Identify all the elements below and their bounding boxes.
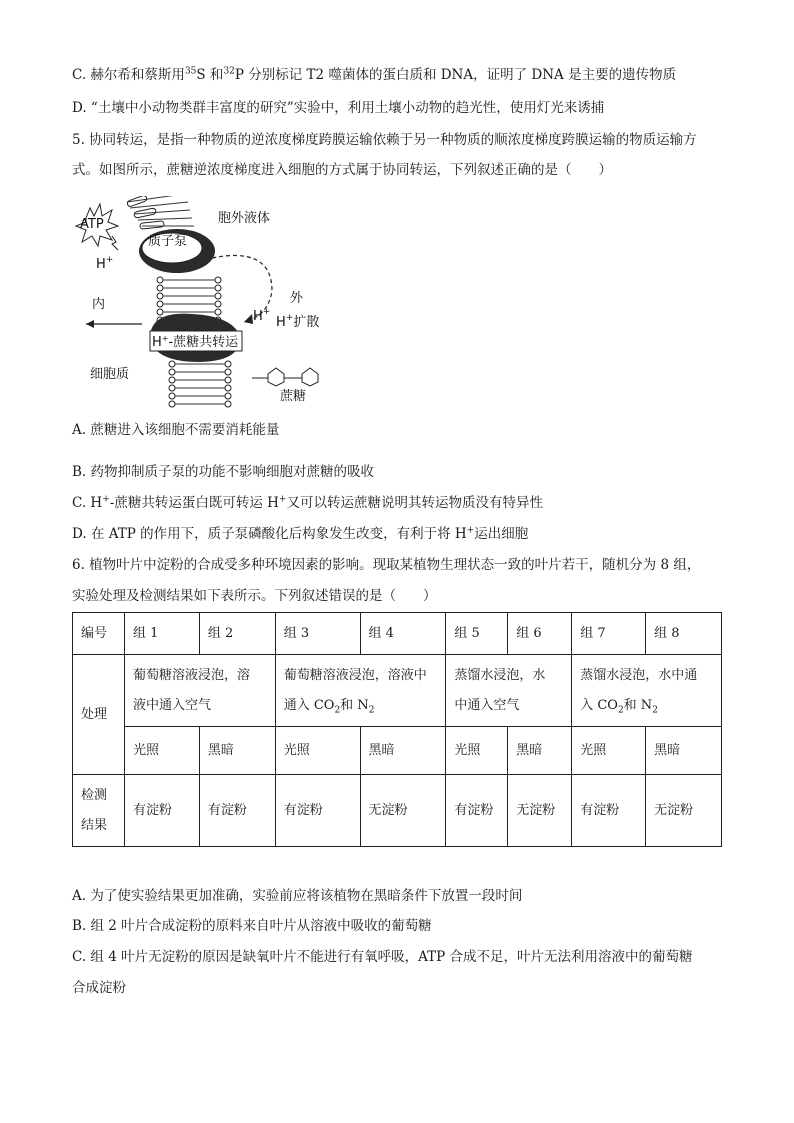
q5-option-c: C. H+-蔗糖共转运蛋白既可转运 H+又可以转运蔗糖说明其转运物质没有特异性 xyxy=(72,494,543,511)
header-cell: 组 1 xyxy=(124,613,199,655)
h-ion-mid-label: H+ xyxy=(253,307,271,324)
result-cell: 无淀粉 xyxy=(360,775,446,847)
atp-label: ATP xyxy=(80,217,104,232)
header-cell: 组 8 xyxy=(646,613,722,655)
treatment-label: 处理 xyxy=(73,655,125,775)
q6-stem-line-2: 实验处理及检测结果如下表所示。下列叙述错误的是（ ） xyxy=(72,588,437,604)
option-c-hershey-chase: C. 赫尔希和蔡斯用$^{35}$S 和$^{32}$P 分别标记 T2 噬菌体的蛋白质和 DNA，证明了 DNA 是主要的遗传物质 xyxy=(72,66,677,83)
solution-cell: 蒸馏水浸泡，水中通 入 $CO_2$和 $N_2$ xyxy=(572,655,722,727)
table-row-solution xyxy=(73,655,722,727)
outside-label: 外 xyxy=(290,291,304,306)
light-cell: 光照 xyxy=(275,727,360,775)
result-cell: 有淀粉 xyxy=(199,775,275,847)
header-cell: 组 3 xyxy=(275,613,360,655)
light-cell: 黑暗 xyxy=(360,727,446,775)
light-cell: 黑暗 xyxy=(199,727,275,775)
cytoplasm-label: 细胞质 xyxy=(90,367,130,382)
proton-pump-label: 质子泵 xyxy=(148,234,188,249)
q6-option-c-line-1: C. 组 4 叶片无淀粉的原因是缺氧叶片不能进行有氧呼吸，ATP 合成不足，叶片无法利用溶液中的葡萄糖 xyxy=(72,949,693,965)
q5-option-d: D. 在 ATP 的作用下，质子泵磷酸化后构象发生改变，有利于将 H+运出细胞 xyxy=(72,525,529,542)
cotransport-diagram xyxy=(72,196,342,411)
sucrose-label: 蔗糖 xyxy=(280,389,307,404)
table-row-result xyxy=(73,775,722,847)
sucrose-molecule xyxy=(252,368,318,386)
q6-stem-line-1: 6. 植物叶片中淀粉的合成受多种环境因素的影响。现取某植物生理状态一致的叶片若干，随机分为 8 组， xyxy=(72,557,701,573)
membrane-bilayer xyxy=(127,196,231,407)
light-cell: 黑暗 xyxy=(508,727,572,775)
table-row-light xyxy=(73,727,722,775)
result-cell: 有淀粉 xyxy=(124,775,199,847)
header-cell: 编号 xyxy=(73,613,125,655)
light-cell: 光照 xyxy=(124,727,199,775)
extracellular-label: 胞外液体 xyxy=(218,211,271,226)
header-cell: 组 4 xyxy=(360,613,446,655)
result-cell: 无淀粉 xyxy=(508,775,572,847)
q5-stem-line-1: 5. 协同转运，是指一种物质的逆浓度梯度跨膜运输依赖于另一种物质的顺浓度梯度跨膜运输的物质运输方 xyxy=(72,132,697,148)
result-cell: 无淀粉 xyxy=(646,775,722,847)
result-cell: 有淀粉 xyxy=(446,775,508,847)
header-cell: 组 5 xyxy=(446,613,508,655)
result-cell: 有淀粉 xyxy=(275,775,360,847)
header-cell: 组 2 xyxy=(199,613,275,655)
q5-stem-line-2: 式。如图所示，蔗糖逆浓度梯度进入细胞的方式属于协同转运，下列叙述正确的是（ ） xyxy=(72,162,612,178)
solution-cell: 蒸馏水浸泡，水 中通入空气 xyxy=(446,655,572,727)
q5-option-a: A. 蔗糖进入该细胞不需要消耗能量 xyxy=(72,422,280,438)
light-cell: 光照 xyxy=(446,727,508,775)
q5-option-b: B. 药物抑制质子泵的功能不影响细胞对蔗糖的吸收 xyxy=(72,464,375,480)
header-cell: 组 7 xyxy=(572,613,646,655)
cotransporter-label: H+-蔗糖共转运 xyxy=(152,334,239,350)
solution-cell: 葡萄糖溶液浸泡，溶 液中通入空气 xyxy=(124,655,275,727)
option-d-soil-animals: D. “土壤中小动物类群丰富度的研究”实验中，利用土壤小动物的趋光性，使用灯光来诱捕 xyxy=(72,100,605,116)
experiment-table xyxy=(72,612,722,847)
solution-cell: 葡萄糖溶液浸泡，溶液中 通入 $CO_2$和 $N_2$ xyxy=(275,655,446,727)
q6-option-b: B. 组 2 叶片合成淀粉的原料来自叶片从溶液中吸收的葡萄糖 xyxy=(72,918,432,934)
q6-option-c-line-2: 合成淀粉 xyxy=(72,980,126,996)
h-ion-left-label: H+ xyxy=(96,255,114,272)
result-label: 检测 结果 xyxy=(73,775,125,847)
h-diffusion-label: H+扩散 xyxy=(276,313,320,330)
inside-label: 内 xyxy=(92,297,106,312)
table-header-row xyxy=(73,613,722,655)
light-cell: 光照 xyxy=(572,727,646,775)
light-cell: 黑暗 xyxy=(646,727,722,775)
header-cell: 组 6 xyxy=(508,613,572,655)
q6-option-a: A. 为了使实验结果更加准确，实验前应将该植物在黑暗条件下放置一段时间 xyxy=(72,888,523,904)
result-cell: 有淀粉 xyxy=(572,775,646,847)
